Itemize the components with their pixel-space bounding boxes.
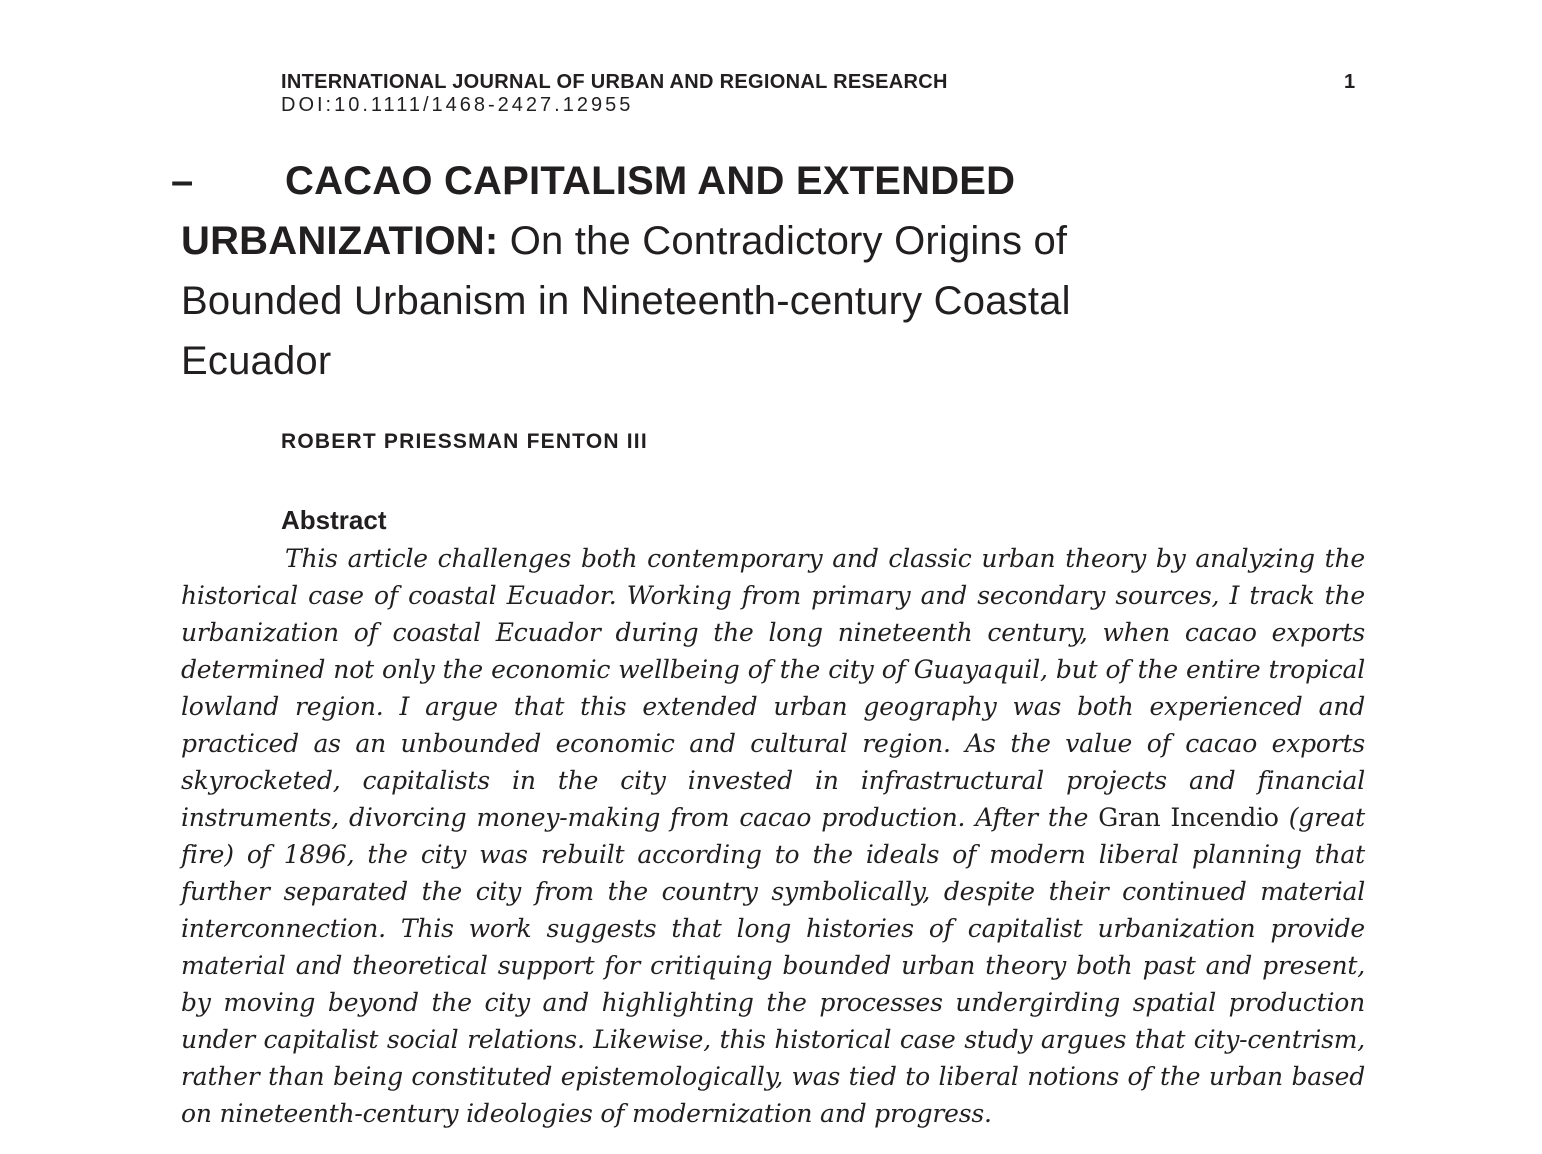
title-line-4 xyxy=(181,331,1391,391)
title-dash: – xyxy=(171,159,194,203)
author-name: ROBERT PRIESSMAN FENTON III xyxy=(281,430,648,453)
title-line-3 xyxy=(181,271,1391,331)
title-subtitle-segment: Ecuador xyxy=(181,339,332,383)
doi: DOI:10.1111/1468-2427.12955 xyxy=(281,94,634,116)
abstract-paragraph xyxy=(181,540,1365,1132)
abstract-segment-roman: Gran Incendio xyxy=(1098,803,1289,832)
title-line-2 xyxy=(181,211,1391,271)
abstract-heading: Abstract xyxy=(281,505,387,535)
title-main-segment: CACAO CAPITALISM AND EXTENDED xyxy=(285,159,1016,203)
article-title xyxy=(171,151,1391,391)
page-number: 1 xyxy=(1344,71,1356,93)
title-subtitle-segment: Bounded Urbanism in Nineteenth-century Coastal xyxy=(181,279,1071,323)
title-line-1 xyxy=(181,151,1391,211)
abstract-segment: (great fire) of 1896, the city was rebuilt according to the ideals of modern liberal planning that further separated the city from the country symbolically, despite their continued material interconnection. This work suggests that long histories of capitalist urbanization provide material and theoretical support for critiquing bounded urban theory both past and present, by moving beyond the city and highlighting the processes undergirding spatial production under capitalist social relations. Likewise, this historical case study argues that city-centrism, rather than being constituted epistemologically, was tied to liberal notions of the urban based on nineteenth-century ideologies of modernization and progress. xyxy=(181,803,1365,1128)
title-main-segment: URBANIZATION: xyxy=(181,219,499,263)
journal-name: INTERNATIONAL JOURNAL OF URBAN AND REGIONAL RESEARCH xyxy=(281,71,948,93)
abstract-segment: This article challenges both contemporary and classic urban theory by analyzing the historical case of coastal Ecuador. Working from primary and secondary sources, I track the urbanization of coastal Ecuador during the long nineteenth century, when cacao exports determined not only the economic wellbeing of the city of Guayaquil, but of the entire tropical lowland region. I argue that this extended urban geography was both experienced and practiced as an unbounded economic and cultural region. As the value of cacao exports skyrocketed, capitalists in the city invested in infrastructural projects and financial instruments, divorcing money-making from cacao production. After the xyxy=(181,544,1365,832)
title-subtitle-segment: On the Contradictory Origins of xyxy=(498,219,1068,263)
